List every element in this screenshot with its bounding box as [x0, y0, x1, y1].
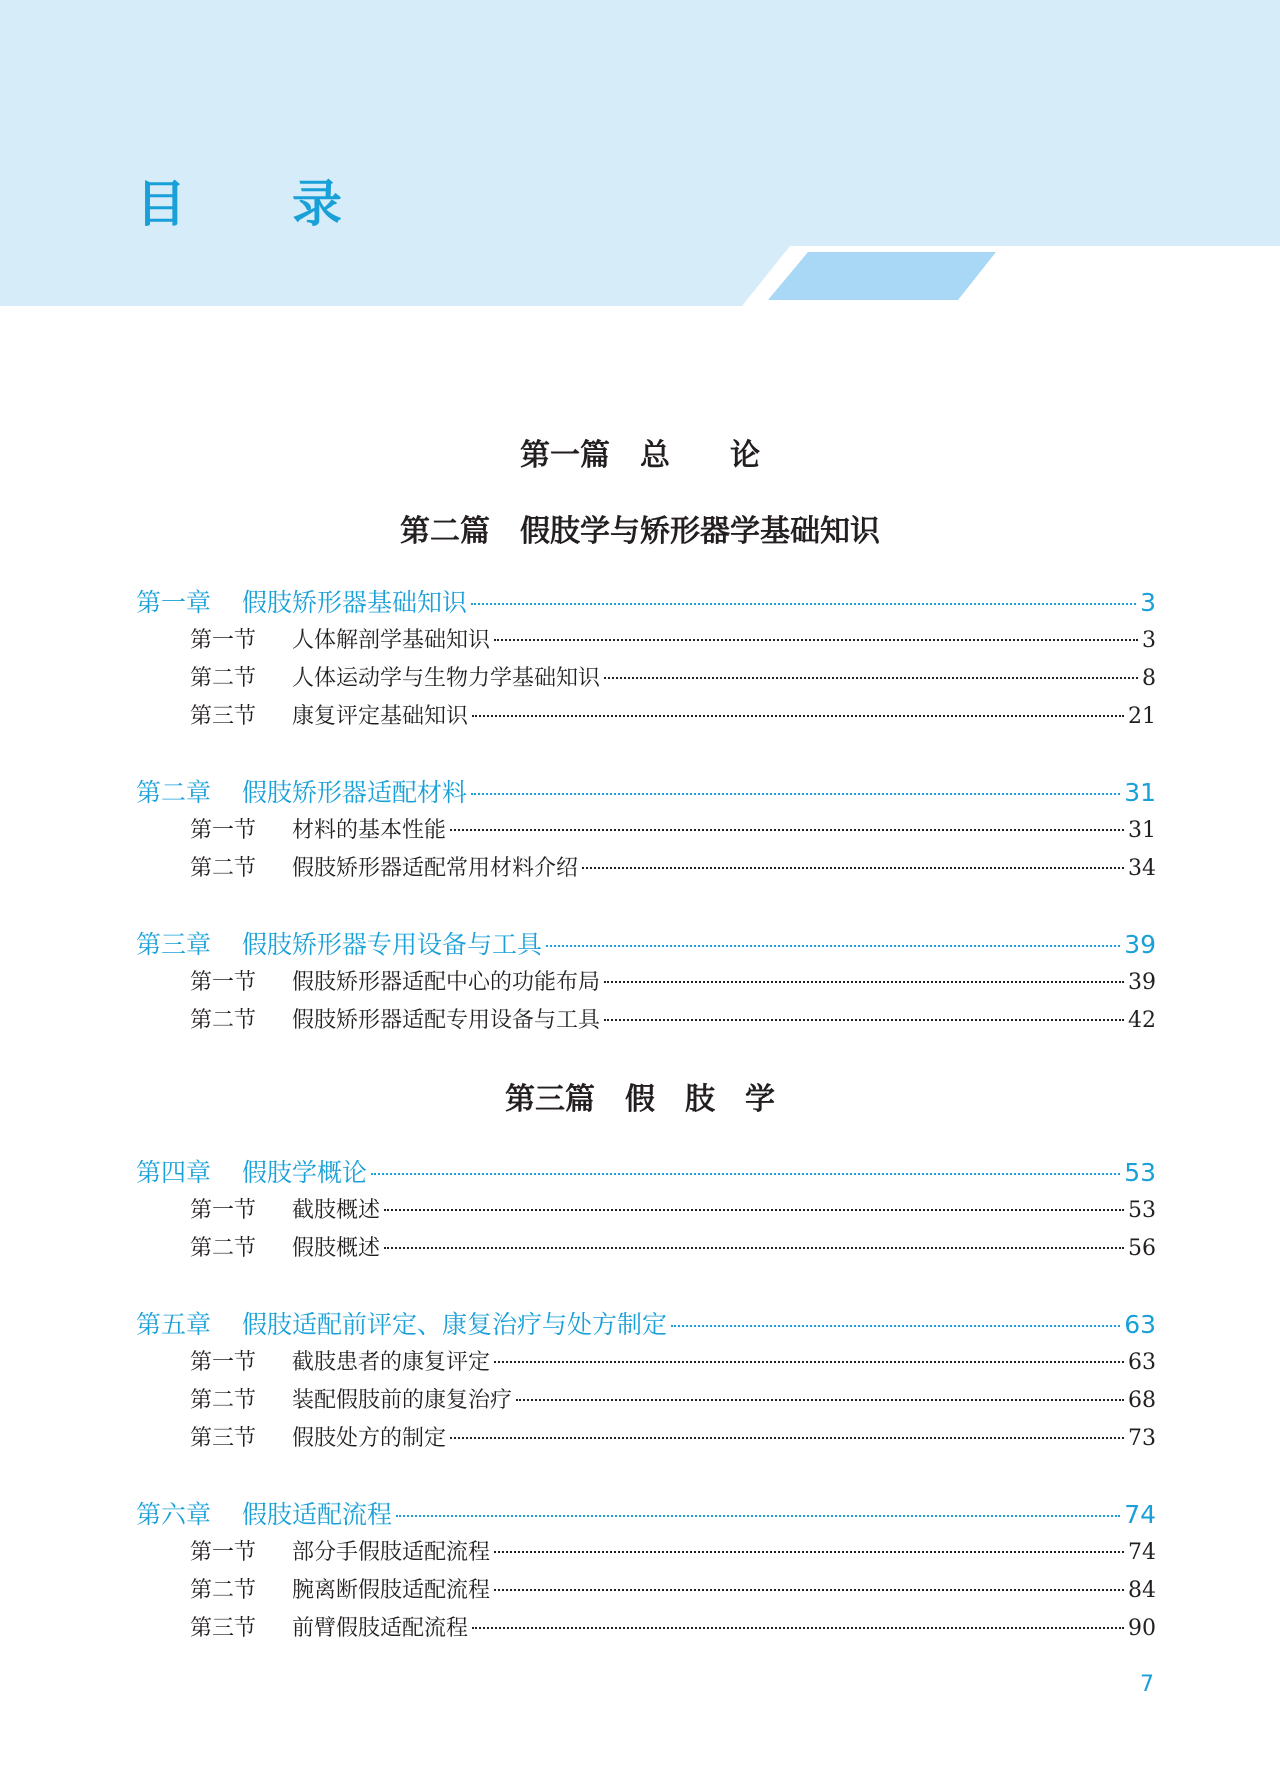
- section-number: 第二节: [190, 1578, 257, 1603]
- section-number: 第一节: [190, 818, 257, 843]
- section-page: 74: [1128, 1540, 1156, 1565]
- section-entry[interactable]: [190, 854, 1156, 884]
- section-entry[interactable]: [190, 1386, 1156, 1416]
- section-title: 材料的基本性能: [292, 818, 447, 843]
- dot-leader: [604, 677, 1138, 679]
- dot-leader: [546, 945, 1120, 947]
- dot-leader: [471, 793, 1120, 795]
- section-title: 假肢概述: [292, 1236, 381, 1261]
- dot-leader: [604, 1019, 1124, 1021]
- header-stripes: [0, 0, 1280, 306]
- section-title: 假肢矫形器适配中心的功能布局: [292, 970, 601, 995]
- chapter-title: 假肢学概论: [242, 1158, 368, 1187]
- section-page: 8: [1142, 666, 1156, 691]
- chapter-number: 第六章: [136, 1500, 212, 1529]
- section-entry[interactable]: [190, 1348, 1156, 1378]
- section-entry[interactable]: [190, 1196, 1156, 1226]
- section-title: 人体运动学与生物力学基础知识: [292, 666, 601, 691]
- section-page: 68: [1128, 1388, 1156, 1413]
- chapter-page: 31: [1124, 778, 1156, 807]
- section-entry[interactable]: [190, 626, 1156, 656]
- chapter-number: 第三章: [136, 930, 212, 959]
- section-entry[interactable]: [190, 1538, 1156, 1568]
- chapter-number: 第一章: [136, 588, 212, 617]
- chapter-title: 假肢矫形器专用设备与工具: [242, 930, 543, 959]
- chapter-number: 第五章: [136, 1310, 212, 1339]
- section-number: 第二节: [190, 856, 257, 881]
- section-page: 53: [1128, 1198, 1156, 1223]
- section-number: 第三节: [190, 1426, 257, 1451]
- chapter-number: 第四章: [136, 1158, 212, 1187]
- section-number: 第一节: [190, 970, 257, 995]
- section-title: 假肢处方的制定: [292, 1426, 447, 1451]
- dot-leader: [582, 867, 1124, 869]
- section-page: 73: [1128, 1426, 1156, 1451]
- dot-leader: [516, 1399, 1124, 1401]
- dot-leader: [494, 1551, 1124, 1553]
- section-title: 截肢患者的康复评定: [292, 1350, 491, 1375]
- section-entry[interactable]: [190, 1614, 1156, 1644]
- dot-leader: [494, 639, 1138, 641]
- chapter-entry[interactable]: [136, 586, 1156, 620]
- chapter-page: 3: [1140, 588, 1156, 617]
- section-page: 42: [1128, 1008, 1156, 1033]
- section-number: 第一节: [190, 1198, 257, 1223]
- chapter-entry[interactable]: [136, 928, 1156, 962]
- part-heading: 第二篇 假肢学与矫形器学基础知识: [400, 514, 880, 549]
- dot-leader: [450, 829, 1124, 831]
- section-entry[interactable]: [190, 1234, 1156, 1264]
- section-entry[interactable]: [190, 664, 1156, 694]
- section-page: 3: [1142, 628, 1156, 653]
- dot-leader: [371, 1173, 1120, 1175]
- chapter-title: 假肢适配前评定、康复治疗与处方制定: [242, 1310, 668, 1339]
- chapter-entry[interactable]: [136, 1498, 1156, 1532]
- section-entry[interactable]: [190, 816, 1156, 846]
- section-title: 假肢矫形器适配常用材料介绍: [292, 856, 579, 881]
- section-number: 第三节: [190, 1616, 257, 1641]
- dot-leader: [671, 1325, 1120, 1327]
- chapter-title: 假肢适配流程: [242, 1500, 393, 1529]
- section-entry[interactable]: [190, 1006, 1156, 1036]
- page-number: 7: [1140, 1672, 1154, 1697]
- dot-leader: [472, 715, 1124, 717]
- section-page: 31: [1128, 818, 1156, 843]
- dot-leader: [396, 1515, 1120, 1517]
- section-page: 56: [1128, 1236, 1156, 1261]
- section-title: 截肢概述: [292, 1198, 381, 1223]
- section-number: 第一节: [190, 1540, 257, 1565]
- chapter-page: 39: [1124, 930, 1156, 959]
- chapter-page: 63: [1124, 1310, 1156, 1339]
- section-page: 39: [1128, 970, 1156, 995]
- section-page: 90: [1128, 1616, 1156, 1641]
- section-page: 21: [1128, 704, 1156, 729]
- section-title: 人体解剖学基础知识: [292, 628, 491, 653]
- section-title: 康复评定基础知识: [292, 704, 469, 729]
- section-entry[interactable]: [190, 1424, 1156, 1454]
- section-number: 第三节: [190, 704, 257, 729]
- section-number: 第二节: [190, 1236, 257, 1261]
- dot-leader: [472, 1627, 1124, 1629]
- chapter-entry[interactable]: [136, 776, 1156, 810]
- chapter-page: 74: [1124, 1500, 1156, 1529]
- dot-leader: [494, 1361, 1124, 1363]
- dot-leader: [384, 1247, 1124, 1249]
- page-title: 目 录: [136, 175, 370, 233]
- dot-leader: [384, 1209, 1124, 1211]
- section-number: 第二节: [190, 1008, 257, 1033]
- dot-leader: [450, 1437, 1124, 1439]
- chapter-number: 第二章: [136, 778, 212, 807]
- section-title: 部分手假肢适配流程: [292, 1540, 491, 1565]
- dot-leader: [471, 603, 1136, 605]
- dot-leader: [604, 981, 1124, 983]
- section-title: 装配假肢前的康复治疗: [292, 1388, 513, 1413]
- section-number: 第二节: [190, 1388, 257, 1413]
- section-number: 第一节: [190, 1350, 257, 1375]
- section-entry[interactable]: [190, 1576, 1156, 1606]
- section-entry[interactable]: [190, 702, 1156, 732]
- section-page: 84: [1128, 1578, 1156, 1603]
- chapter-entry[interactable]: [136, 1156, 1156, 1190]
- section-entry[interactable]: [190, 968, 1156, 998]
- section-number: 第一节: [190, 628, 257, 653]
- section-title: 假肢矫形器适配专用设备与工具: [292, 1008, 601, 1033]
- part-heading: 第三篇 假 肢 学: [505, 1082, 775, 1117]
- section-title: 腕离断假肢适配流程: [292, 1578, 491, 1603]
- section-page: 63: [1128, 1350, 1156, 1375]
- dot-leader: [494, 1589, 1124, 1591]
- section-title: 前臂假肢适配流程: [292, 1616, 469, 1641]
- chapter-title: 假肢矫形器基础知识: [242, 588, 468, 617]
- part-heading: 第一篇 总 论: [520, 438, 760, 473]
- section-page: 34: [1128, 856, 1156, 881]
- chapter-page: 53: [1124, 1158, 1156, 1187]
- section-number: 第二节: [190, 666, 257, 691]
- chapter-entry[interactable]: [136, 1308, 1156, 1342]
- chapter-title: 假肢矫形器适配材料: [242, 778, 468, 807]
